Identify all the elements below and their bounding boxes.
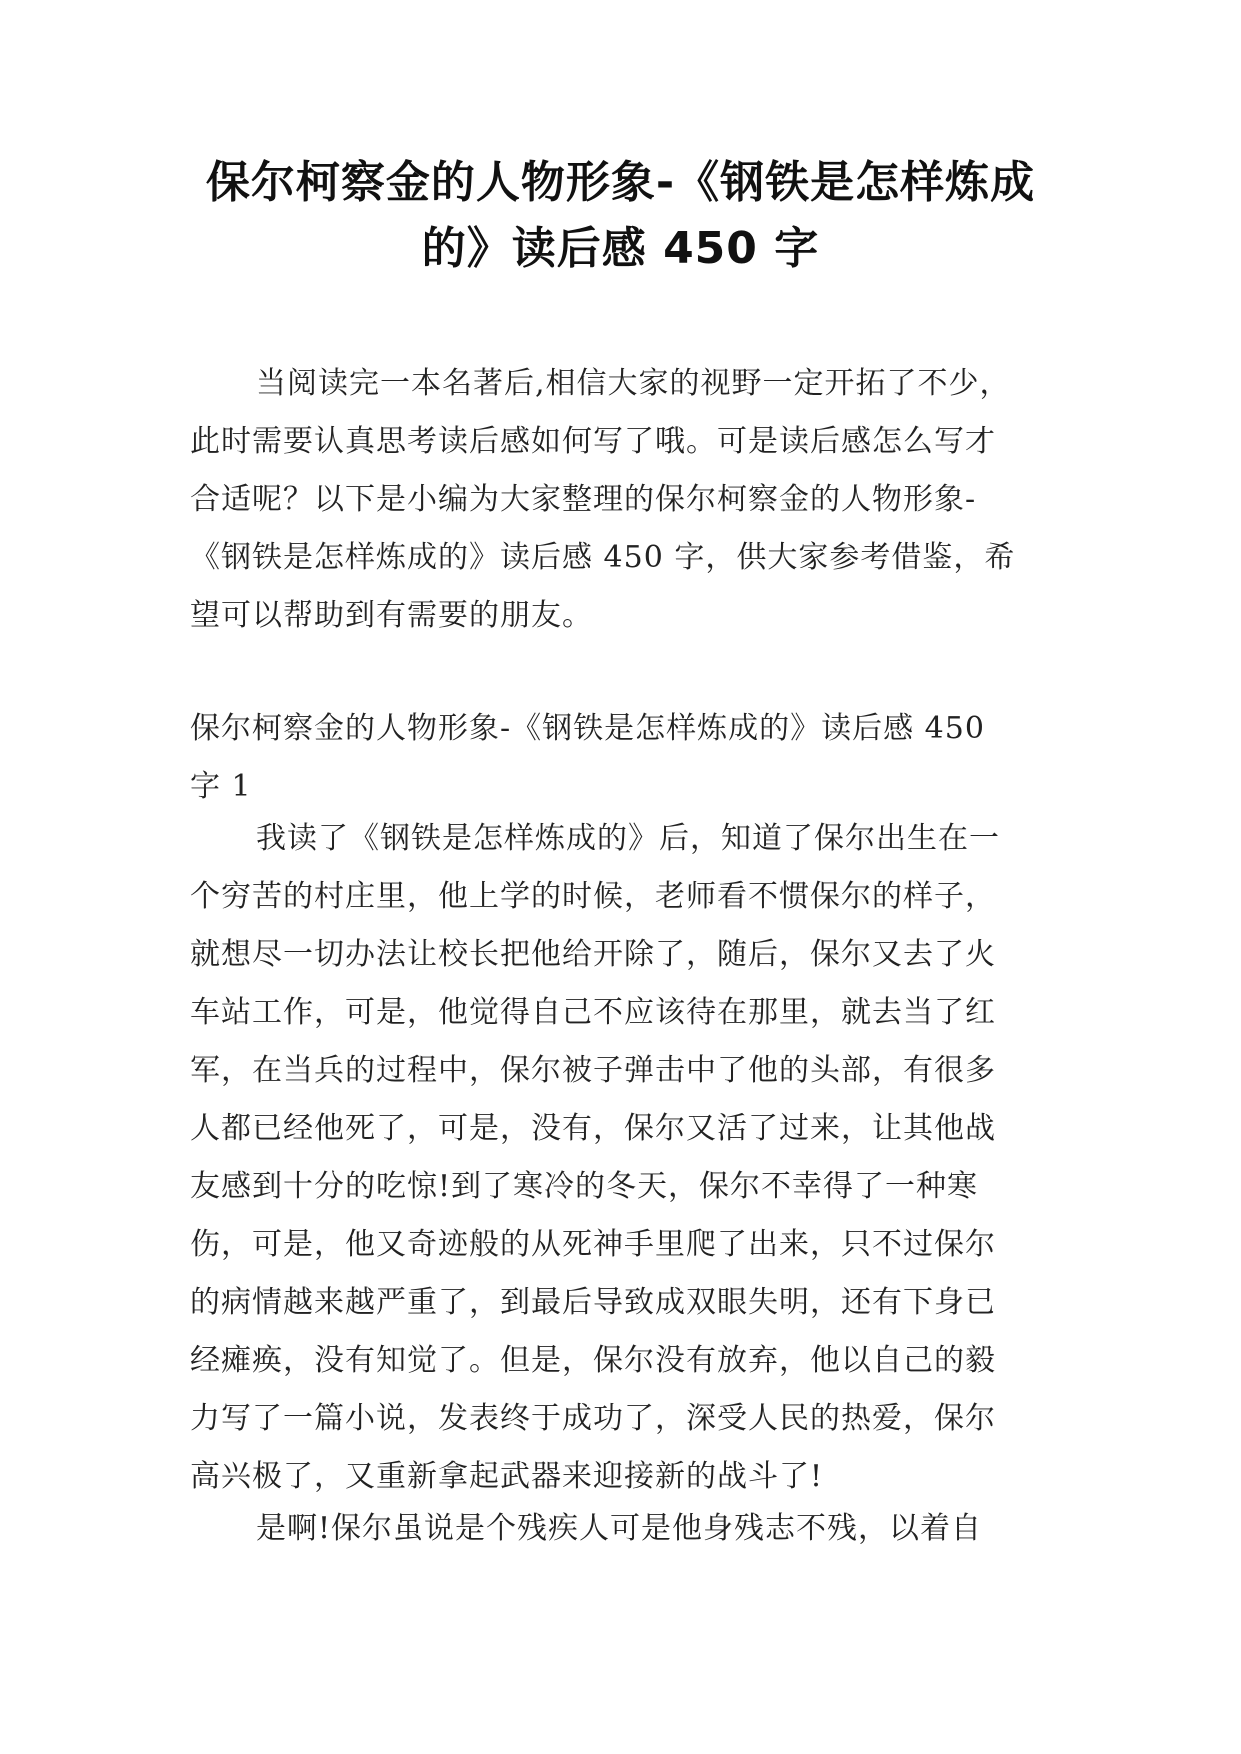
paragraph-1-line-12: 高兴极了，又重新拿起武器来迎接新的战斗了!: [190, 1459, 824, 1494]
paragraph-1-line-7: 友感到十分的吃惊!到了寒冷的冬天，保尔不幸得了一种寒: [190, 1169, 979, 1204]
paragraph-1-line-2: 个穷苦的村庄里，他上学的时候，老师看不惯保尔的样子，: [190, 879, 996, 914]
title-line-1: 保尔柯察金的人物形象-《钢铁是怎样炼成: [205, 157, 1036, 208]
intro-line-2: 此时需要认真思考读后感如何写了哦。可是读后感怎么写才: [190, 424, 996, 459]
intro-line-3: 合适呢？以下是小编为大家整理的保尔柯察金的人物形象-: [190, 482, 977, 517]
paragraph-1-line-3: 就想尽一切办法让校长把他给开除了，随后，保尔又去了火: [190, 937, 996, 972]
paragraph-1-line-8: 伤，可是，他又奇迹般的从死神手里爬了出来，只不过保尔: [190, 1227, 996, 1262]
paragraph-1-line-5: 军，在当兵的过程中，保尔被子弹击中了他的头部，有很多: [190, 1053, 996, 1088]
section-heading-line-1: 保尔柯察金的人物形象-《钢铁是怎样炼成的》读后感 450: [190, 711, 985, 746]
paragraph-2-line-1: 是啊!保尔虽说是个残疾人可是他身残志不残，以着自: [256, 1511, 983, 1546]
title-line-2: 的》读后感 450 字: [421, 223, 820, 274]
paragraph-1-line-4: 车站工作，可是，他觉得自己不应该待在那里，就去当了红: [190, 995, 996, 1030]
section-heading-line-2: 字 1: [190, 769, 252, 804]
intro-line-1: 当阅读完一本名著后,相信大家的视野一定开拓了不少，: [256, 366, 1011, 401]
paragraph-1-line-9: 的病情越来越严重了，到最后导致成双眼失明，还有下身已: [190, 1285, 996, 1320]
paragraph-1-line-10: 经瘫痪，没有知觉了。但是，保尔没有放弃，他以自己的毅: [190, 1343, 996, 1378]
document-title: [160, 150, 1081, 282]
intro-line-4: 《钢铁是怎样炼成的》读后感 450 字，供大家参考借鉴，希: [190, 540, 1016, 575]
paragraph-1-line-6: 人都已经他死了，可是，没有，保尔又活了过来，让其他战: [190, 1111, 996, 1146]
paragraph-1-line-1: 我读了《钢铁是怎样炼成的》后，知道了保尔出生在一: [256, 821, 1000, 856]
paragraph-2: [190, 1500, 1050, 1558]
paragraph-1-line-11: 力写了一篇小说，发表终于成功了，深受人民的热爱，保尔: [190, 1401, 996, 1436]
intro-paragraph: [190, 355, 1050, 645]
paragraph-1: [190, 810, 1050, 1506]
section-heading: [190, 700, 1050, 816]
intro-line-5: 望可以帮助到有需要的朋友。: [190, 598, 593, 633]
